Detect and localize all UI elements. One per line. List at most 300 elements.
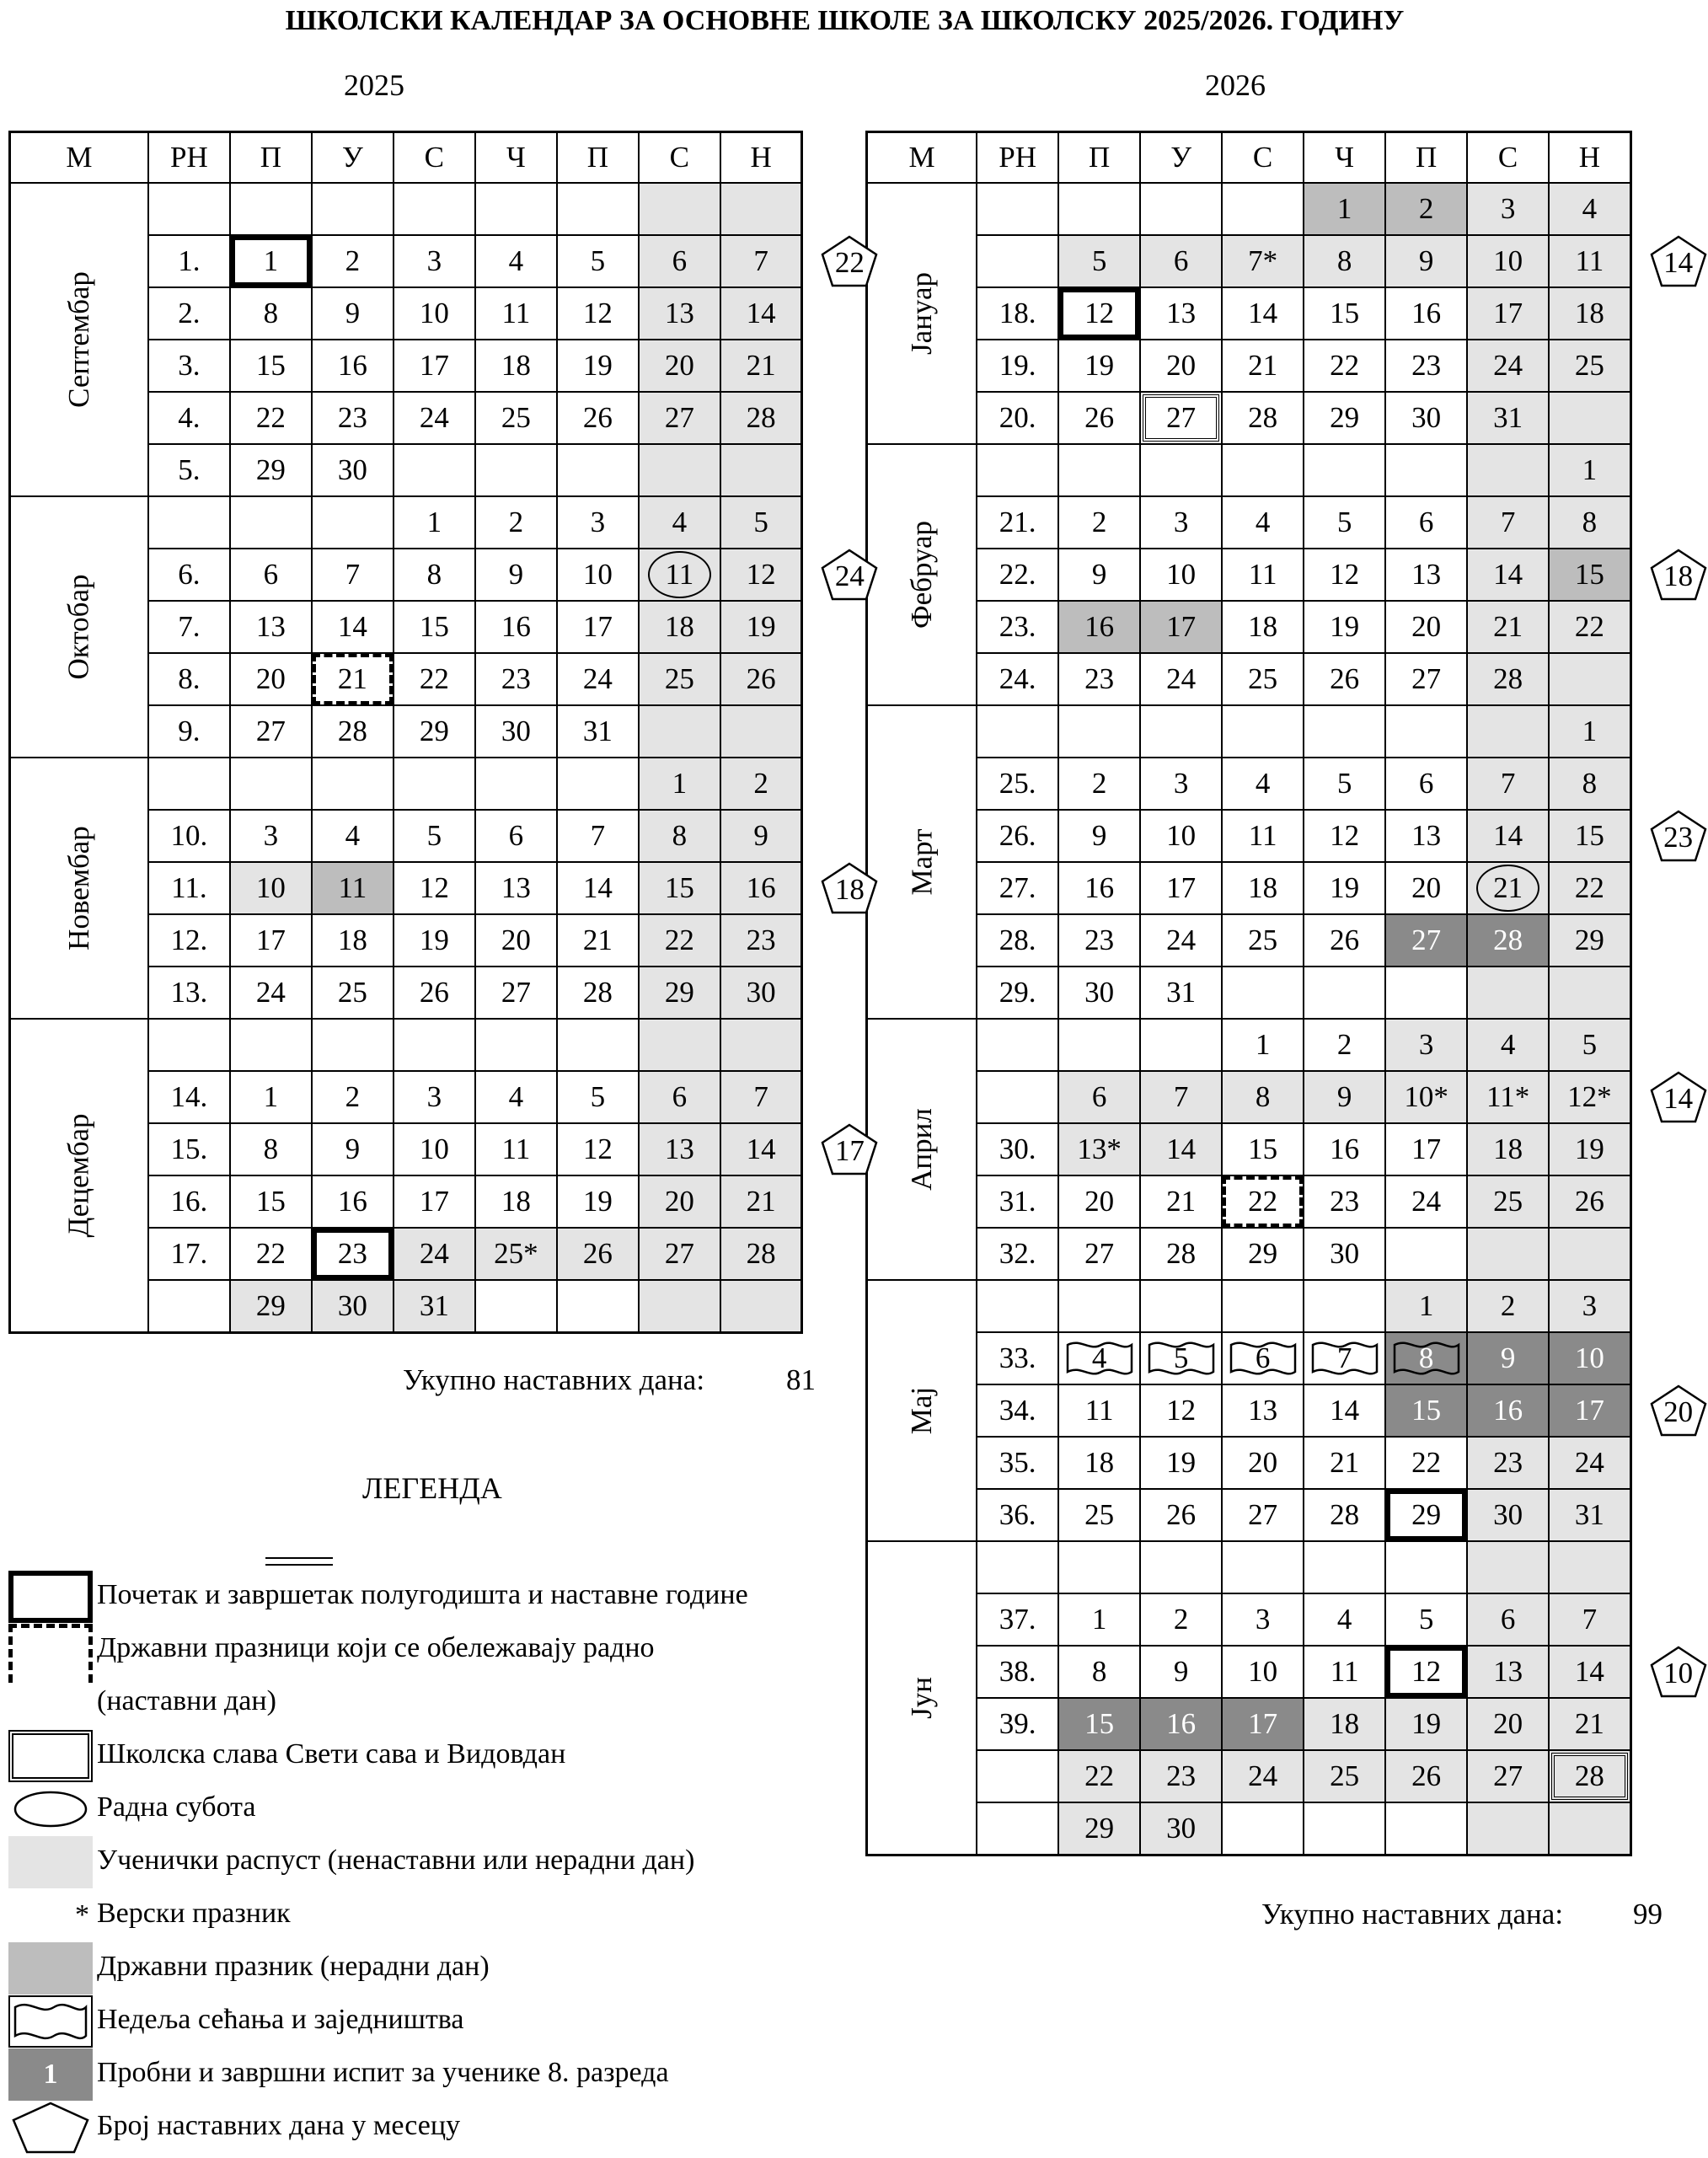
week-number: 16. [148, 1175, 230, 1228]
empty-cell [1467, 1541, 1549, 1593]
day-cell: 27 [639, 392, 720, 444]
day-cell: 29 [1304, 392, 1385, 444]
day-cell: 21 [720, 1175, 802, 1228]
day-cell: 29 [230, 444, 312, 496]
week-row [867, 340, 1631, 392]
day-cell: 25 [1058, 1489, 1140, 1541]
empty-cell [1549, 1541, 1630, 1593]
teaching-days-count [820, 1122, 879, 1176]
empty-cell [720, 444, 802, 496]
day-cell: 27 [230, 705, 312, 758]
empty-cell [475, 183, 557, 235]
day-cell: 30 [312, 1280, 394, 1333]
empty-cell [1304, 705, 1385, 758]
day-cell: 11 [475, 1123, 557, 1175]
day-cell: 26 [1549, 1175, 1630, 1228]
legend-swatch [8, 1836, 93, 1888]
day-cell: 25 [1549, 340, 1630, 392]
week-number: 22. [977, 549, 1058, 601]
day-cell: 14 [1467, 549, 1549, 601]
day-cell: 7 [312, 549, 394, 601]
empty-cell [312, 758, 394, 810]
day-cell: 8 [1385, 1332, 1467, 1384]
day-cell: 8 [1304, 235, 1385, 287]
day-cell: 22 [1058, 1750, 1140, 1802]
day-cell: 16 [1058, 601, 1140, 653]
day-cell: 4 [1222, 496, 1304, 549]
day-cell: 8 [230, 1123, 312, 1175]
day-cell: 14 [1304, 1384, 1385, 1437]
day-cell: 11 [1222, 810, 1304, 862]
day-cell: 14 [720, 1123, 802, 1175]
day-cell: 12 [1304, 810, 1385, 862]
empty-cell [312, 496, 394, 549]
day-cell: 28 [1467, 914, 1549, 967]
day-cell: 6 [475, 810, 557, 862]
day-cell: 9 [1467, 1332, 1549, 1384]
day-cell: 13 [1140, 287, 1222, 340]
empty-cell [639, 705, 720, 758]
day-cell: 25 [1222, 653, 1304, 705]
day-cell: 10 [1549, 1332, 1630, 1384]
day-cell: 1 [1549, 705, 1630, 758]
empty-cell [1058, 705, 1140, 758]
day-cell: 12 [1385, 1646, 1467, 1698]
day-cell: 24 [1467, 340, 1549, 392]
day-cell: 21 [1222, 340, 1304, 392]
day-cell: 21 [557, 914, 639, 967]
day-cell: 6 [1058, 1071, 1140, 1123]
week-row [867, 1646, 1631, 1698]
weekday-header: П [1058, 132, 1140, 184]
day-cell: 3 [1222, 1593, 1304, 1646]
day-cell: 12 [720, 549, 802, 601]
day-cell: 26 [1058, 392, 1140, 444]
day-cell: 22 [230, 1228, 312, 1280]
day-cell: 10 [1140, 549, 1222, 601]
teaching-days-value: 18 [1663, 560, 1694, 592]
weekday-header: М [10, 132, 148, 184]
week-number: 20. [977, 392, 1058, 444]
year-label-left: 2025 [344, 68, 404, 102]
day-cell: 31 [1467, 392, 1549, 444]
day-cell: 9 [312, 1123, 394, 1175]
day-cell: 2 [312, 1071, 394, 1123]
legend-swatch [8, 1995, 93, 2048]
empty-cell [1304, 1541, 1385, 1593]
total-days-value-left: 81 [786, 1363, 816, 1396]
empty-cell [312, 183, 394, 235]
day-cell: 30 [720, 967, 802, 1019]
day-cell: 12 [394, 862, 475, 914]
day-cell: 30 [1304, 1228, 1385, 1280]
empty-cell [557, 444, 639, 496]
day-cell: 4 [312, 810, 394, 862]
teaching-days-count [1649, 234, 1708, 288]
day-cell: 16 [475, 601, 557, 653]
empty-cell [1304, 1802, 1385, 1855]
day-cell: 29 [1058, 1802, 1140, 1855]
empty-cell [1304, 444, 1385, 496]
day-cell: 4 [475, 1071, 557, 1123]
day-cell: 6 [1385, 496, 1467, 549]
teaching-days-value: 17 [834, 1134, 865, 1167]
empty-cell [394, 758, 475, 810]
week-number: 13. [148, 967, 230, 1019]
day-cell: 14 [312, 601, 394, 653]
week-number: 37. [977, 1593, 1058, 1646]
teaching-days-value: 20 [1663, 1395, 1694, 1428]
week-row [867, 1071, 1631, 1123]
day-cell: 6 [1222, 1332, 1304, 1384]
legend-text: (наставни дан) [97, 1685, 276, 1716]
day-cell: 25 [475, 392, 557, 444]
week-row [10, 496, 802, 549]
day-cell: 13 [230, 601, 312, 653]
teaching-days-value: 24 [834, 560, 865, 592]
day-cell: 15 [230, 1175, 312, 1228]
day-cell: 29 [1549, 914, 1630, 967]
week-row [867, 1541, 1631, 1593]
week-number [977, 1802, 1058, 1855]
month-name [867, 444, 977, 705]
legend-item [8, 1624, 834, 1676]
empty-cell [1467, 444, 1549, 496]
empty-cell [394, 444, 475, 496]
day-cell: 23 [312, 1228, 394, 1280]
day-cell: 30 [1140, 1802, 1222, 1855]
day-cell: 26 [557, 392, 639, 444]
legend-swatch [8, 1730, 93, 1782]
day-cell: 1 [1058, 1593, 1140, 1646]
day-cell: 11 [1304, 1646, 1385, 1698]
day-cell: 13 [639, 1123, 720, 1175]
day-cell: 4 [1467, 1019, 1549, 1071]
day-cell: 13 [1385, 810, 1467, 862]
day-cell: 1 [1385, 1280, 1467, 1332]
week-number: 30. [977, 1123, 1058, 1175]
empty-cell [720, 705, 802, 758]
day-cell: 14 [1549, 1646, 1630, 1698]
day-cell: 27 [1385, 914, 1467, 967]
day-cell: 21 [1549, 1698, 1630, 1750]
day-cell: 9 [312, 287, 394, 340]
day-cell: 11 [312, 862, 394, 914]
day-cell: 15 [394, 601, 475, 653]
day-cell: 12* [1549, 1071, 1630, 1123]
day-cell: 26 [1304, 914, 1385, 967]
day-cell: 11 [1222, 549, 1304, 601]
teaching-days-value: 14 [1663, 246, 1694, 279]
empty-cell [1140, 1019, 1222, 1071]
empty-cell [1140, 1541, 1222, 1593]
week-number: 4. [148, 392, 230, 444]
week-number: 36. [977, 1489, 1058, 1541]
day-cell: 5 [557, 1071, 639, 1123]
day-cell: 26 [557, 1228, 639, 1280]
day-cell: 23 [1140, 1750, 1222, 1802]
week-number: 17. [148, 1228, 230, 1280]
day-cell: 30 [312, 444, 394, 496]
day-cell: 17 [1222, 1698, 1304, 1750]
day-cell: 3 [1140, 496, 1222, 549]
day-cell: 13* [1058, 1123, 1140, 1175]
day-cell: 7 [1467, 758, 1549, 810]
day-cell: 8 [1549, 758, 1630, 810]
day-cell: 22 [639, 914, 720, 967]
week-number [148, 1280, 230, 1333]
day-cell: 3 [1140, 758, 1222, 810]
day-cell: 9 [1304, 1071, 1385, 1123]
month-name [10, 1019, 148, 1333]
day-cell: 5 [1549, 1019, 1630, 1071]
day-cell: 14 [1222, 287, 1304, 340]
day-cell: 4 [1549, 183, 1630, 235]
day-cell: 11 [639, 549, 720, 601]
double-line-mark [265, 1557, 333, 1566]
weekday-header: С [1222, 132, 1304, 184]
day-cell: 11 [1058, 1384, 1140, 1437]
empty-cell [475, 1280, 557, 1333]
week-number: 27. [977, 862, 1058, 914]
month-name [10, 183, 148, 496]
day-cell: 13 [1222, 1384, 1304, 1437]
empty-cell [720, 1019, 802, 1071]
day-cell: 17 [1140, 862, 1222, 914]
week-number [977, 444, 1058, 496]
day-cell: 20 [639, 340, 720, 392]
teaching-days-value: 23 [1663, 821, 1694, 854]
day-cell: 18 [1222, 601, 1304, 653]
day-cell: 11 [475, 287, 557, 340]
empty-cell [1304, 1280, 1385, 1332]
day-cell: 2 [1304, 1019, 1385, 1071]
legend-text: Недеља сећања и заједништва [97, 2004, 464, 2035]
legend-swatch [8, 1677, 93, 1729]
empty-cell [639, 444, 720, 496]
empty-cell [1385, 1802, 1467, 1855]
day-cell: 19 [557, 1175, 639, 1228]
day-cell: 14 [1467, 810, 1549, 862]
weekday-header: РН [977, 132, 1058, 184]
day-cell: 21 [1140, 1175, 1222, 1228]
week-number: 28. [977, 914, 1058, 967]
empty-cell [1549, 1228, 1630, 1280]
empty-cell [1140, 705, 1222, 758]
day-cell: 18 [1304, 1698, 1385, 1750]
week-number: 12. [148, 914, 230, 967]
day-cell: 24 [394, 392, 475, 444]
week-row [867, 444, 1631, 496]
day-cell: 7 [720, 1071, 802, 1123]
day-cell: 19 [1549, 1123, 1630, 1175]
day-cell: 8 [230, 287, 312, 340]
empty-cell [1385, 967, 1467, 1019]
empty-cell [639, 183, 720, 235]
year-label-right: 2026 [1205, 68, 1266, 102]
weekday-header: Н [1549, 132, 1630, 184]
day-cell: 18 [639, 601, 720, 653]
empty-cell [1467, 967, 1549, 1019]
day-cell: 20 [639, 1175, 720, 1228]
day-cell: 15 [1549, 810, 1630, 862]
empty-cell [1467, 705, 1549, 758]
week-row [867, 705, 1631, 758]
day-cell: 16 [720, 862, 802, 914]
day-cell: 8 [394, 549, 475, 601]
legend-item [8, 1995, 834, 2048]
day-cell: 6 [639, 235, 720, 287]
day-cell: 19 [1304, 862, 1385, 914]
day-cell: 13 [1467, 1646, 1549, 1698]
day-cell: 16 [312, 1175, 394, 1228]
empty-cell [557, 1280, 639, 1333]
day-cell: 21 [1467, 862, 1549, 914]
day-cell: 5 [1304, 496, 1385, 549]
empty-cell [1549, 392, 1630, 444]
day-cell: 4 [1058, 1332, 1140, 1384]
week-row [10, 1019, 802, 1071]
day-cell: 23 [1385, 340, 1467, 392]
legend-title: ЛЕГЕНДА [362, 1471, 502, 1505]
day-cell: 26 [1140, 1489, 1222, 1541]
day-cell: 9 [1385, 235, 1467, 287]
day-cell: 10 [394, 1123, 475, 1175]
day-cell: 2 [475, 496, 557, 549]
month-label: Јануар [905, 272, 939, 355]
day-cell: 17 [557, 601, 639, 653]
day-cell: 18 [1549, 287, 1630, 340]
legend-text: Почетак и завршетак полугодишта и наставне године [97, 1579, 748, 1610]
empty-cell [1058, 1019, 1140, 1071]
day-cell: 3 [230, 810, 312, 862]
legend-swatch: * [75, 1899, 89, 1930]
legend-swatch [8, 1624, 93, 1683]
day-cell: 22 [1549, 862, 1630, 914]
weekday-header: П [557, 132, 639, 184]
week-number: 7. [148, 601, 230, 653]
week-number: 14. [148, 1071, 230, 1123]
week-number [977, 1019, 1058, 1071]
empty-cell [1549, 967, 1630, 1019]
day-cell: 31 [1549, 1489, 1630, 1541]
week-number [977, 705, 1058, 758]
day-cell: 30 [475, 705, 557, 758]
day-cell: 10 [1222, 1646, 1304, 1698]
week-number: 6. [148, 549, 230, 601]
day-cell: 31 [1140, 967, 1222, 1019]
day-cell: 17 [1467, 287, 1549, 340]
day-cell: 5 [1140, 1332, 1222, 1384]
weekday-header: П [230, 132, 312, 184]
day-cell: 9 [720, 810, 802, 862]
day-cell: 19 [1304, 601, 1385, 653]
day-cell: 14 [720, 287, 802, 340]
day-cell: 31 [557, 705, 639, 758]
week-number [148, 758, 230, 810]
day-cell: 1 [1304, 183, 1385, 235]
day-cell: 16 [1058, 862, 1140, 914]
empty-cell [475, 1019, 557, 1071]
day-cell: 7 [1549, 1593, 1630, 1646]
month-label: Фебруар [905, 520, 939, 629]
legend-text: Број наставних дана у месецу [97, 2110, 461, 2141]
week-row [867, 496, 1631, 549]
legend-item [8, 1942, 834, 1995]
month-label: Септембар [62, 271, 95, 408]
day-cell: 26 [720, 653, 802, 705]
week-number [977, 1280, 1058, 1332]
empty-cell [1058, 444, 1140, 496]
day-cell: 28 [720, 1228, 802, 1280]
teaching-days-count [1649, 809, 1708, 863]
weekday-header: С [639, 132, 720, 184]
day-cell: 11 [1549, 235, 1630, 287]
empty-cell [312, 1019, 394, 1071]
teaching-days-value: 18 [834, 873, 865, 906]
day-cell: 19 [1140, 1437, 1222, 1489]
empty-cell [1140, 1280, 1222, 1332]
empty-cell [557, 1019, 639, 1071]
day-cell: 9 [475, 549, 557, 601]
empty-cell [1222, 444, 1304, 496]
day-cell: 4 [1304, 1593, 1385, 1646]
week-row [867, 1175, 1631, 1228]
empty-cell [394, 1019, 475, 1071]
day-cell: 3 [1549, 1280, 1630, 1332]
day-cell: 23 [1058, 653, 1140, 705]
day-cell: 2 [1467, 1280, 1549, 1332]
teaching-days-value: 14 [1663, 1082, 1694, 1115]
day-cell: 7 [1467, 496, 1549, 549]
teaching-days-count [820, 548, 879, 602]
week-row [867, 1019, 1631, 1071]
day-cell: 7* [1222, 235, 1304, 287]
weekday-header: У [1140, 132, 1222, 184]
week-number: 29. [977, 967, 1058, 1019]
empty-cell [1222, 967, 1304, 1019]
week-number [977, 1750, 1058, 1802]
day-cell: 13 [475, 862, 557, 914]
week-number: 19. [977, 340, 1058, 392]
day-cell: 5 [1058, 235, 1140, 287]
day-cell: 16 [1467, 1384, 1549, 1437]
month-name [10, 758, 148, 1019]
empty-cell [230, 183, 312, 235]
total-days-label-right: Укупно наставних дана: [1261, 1898, 1564, 1930]
pentagon-icon [8, 2102, 93, 2154]
ellipse-icon [8, 1783, 93, 1835]
day-cell: 21 [312, 653, 394, 705]
teaching-days-count [820, 234, 879, 288]
day-cell: 24 [1222, 1750, 1304, 1802]
total-days-value-right: 99 [1633, 1898, 1662, 1930]
day-cell: 18 [475, 1175, 557, 1228]
day-cell: 18 [312, 914, 394, 967]
day-cell: 28 [1222, 392, 1304, 444]
day-cell: 23 [1467, 1437, 1549, 1489]
day-cell: 12 [1058, 287, 1140, 340]
empty-cell [1222, 705, 1304, 758]
day-cell: 1 [1222, 1019, 1304, 1071]
empty-cell [1058, 183, 1140, 235]
day-cell: 24 [1140, 653, 1222, 705]
day-cell: 26 [1385, 1750, 1467, 1802]
day-cell: 25 [1467, 1175, 1549, 1228]
empty-cell [1058, 1280, 1140, 1332]
day-cell: 13 [639, 287, 720, 340]
day-cell: 16 [1304, 1123, 1385, 1175]
